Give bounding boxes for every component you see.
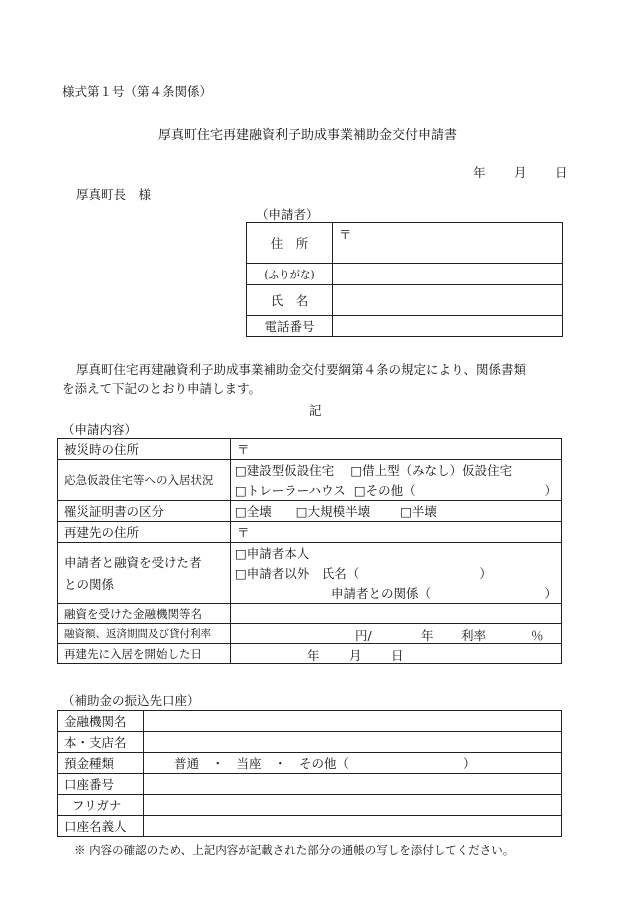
account-furigana-field[interactable] [144, 795, 562, 816]
postal-mark: 〒 [339, 227, 352, 242]
addressee: 厚真町長 様 [76, 187, 152, 202]
postal-mark: 〒 [237, 442, 250, 457]
account-bank-label: 金融機関名 [58, 711, 144, 732]
account-heading: （補助金の振込先口座） [62, 693, 200, 708]
applicant-name-field[interactable] [333, 285, 563, 316]
applicant-furigana-row [247, 264, 563, 285]
checkbox-other-person[interactable]: □申請者以外 氏名（ [235, 566, 360, 581]
account-branch-field[interactable] [144, 732, 562, 753]
loan-percent-label: ％ [531, 628, 544, 643]
disaster-address-row [58, 439, 562, 460]
applicant-address-label: 住 所 [247, 223, 333, 264]
applicant-address-row [247, 223, 563, 264]
applicant-phone-row [247, 316, 563, 337]
checkbox-total-collapse[interactable]: □全壊 [235, 504, 272, 519]
relation-options [231, 543, 562, 604]
relation-label-line1: 申請者と融資を受けた者 [64, 555, 202, 570]
disaster-address-label: 被災時の住所 [58, 439, 231, 460]
close-paren: ） [479, 566, 492, 581]
rebuild-address-label: 再建先の住所 [58, 522, 231, 543]
relation-label-line2: との関係 [64, 577, 115, 592]
checkbox-half-collapse[interactable]: □半壊 [400, 504, 437, 519]
form-number: 様式第１号（第４条関係） [62, 84, 213, 99]
movein-label: 再建先に入居を開始した日 [58, 644, 231, 664]
deposit-options-text: 普通 ・ 当座 ・ その他（ [174, 756, 350, 771]
checkbox-applicant-self[interactable]: □申請者本人 [235, 546, 310, 561]
account-deposit-options[interactable] [144, 753, 562, 774]
loan-yen-label: 円/ [355, 628, 372, 643]
temp-housing-row [58, 460, 562, 501]
account-bank-field[interactable] [144, 711, 562, 732]
account-holder-row [58, 816, 562, 837]
checkbox-other[interactable]: □その他（ [353, 483, 416, 498]
body-text-line2: を添えて下記のとおり申請します。 [62, 381, 262, 396]
checkbox-construction-type[interactable]: □建設型仮設住宅 [235, 463, 335, 478]
note-text: ※ 内容の確認のため、上記内容が記載された部分の通帳の写しを添付してください。 [74, 843, 515, 857]
account-number-field[interactable] [144, 774, 562, 795]
relation-with-applicant-label: 申請者との関係（ [331, 586, 432, 601]
applicant-table [246, 222, 563, 337]
account-number-row [58, 774, 562, 795]
applicant-phone-field[interactable] [333, 316, 563, 337]
account-branch-label: 本・支店名 [58, 732, 144, 753]
application-table [57, 438, 562, 664]
rebuild-address-field[interactable] [231, 522, 562, 543]
movein-year-label: 年 [307, 648, 320, 663]
close-paren: ） [463, 756, 476, 771]
loan-field[interactable] [231, 624, 562, 644]
applicant-name-row [247, 285, 563, 316]
rebuild-address-row [58, 522, 562, 543]
applicant-furigana-label: (ふりがな) [247, 264, 333, 285]
account-holder-field[interactable] [144, 816, 562, 837]
checkbox-trailer-house[interactable]: □トレーラーハウス [235, 483, 346, 498]
loan-rate-label: 利率 [461, 628, 487, 643]
disaster-address-field[interactable] [231, 439, 562, 460]
bank-row [58, 604, 562, 624]
movein-field[interactable] [231, 644, 562, 664]
form-title: 厚真町住宅再建融資利子助成事業補助金交付申請書 [158, 128, 458, 143]
temp-housing-options [231, 460, 562, 501]
date-day-label: 日 [555, 165, 568, 180]
account-number-label: 口座番号 [58, 774, 144, 795]
ki-label: 記 [309, 403, 322, 418]
movein-month-label: 月 [349, 648, 362, 663]
date-year-label: 年 [473, 165, 486, 180]
close-paren: ） [544, 586, 557, 601]
applicant-name-label: 氏 名 [247, 285, 333, 316]
certificate-label: 罹災証明書の区分 [58, 501, 231, 522]
postal-mark: 〒 [237, 525, 250, 540]
account-branch-row [58, 732, 562, 753]
account-holder-label: 口座名義人 [58, 816, 144, 837]
applicant-furigana-field[interactable] [333, 264, 563, 285]
applicant-address-field[interactable] [333, 223, 563, 264]
account-table [57, 710, 562, 837]
account-deposit-label: 預金種類 [58, 753, 144, 774]
account-bank-row [58, 711, 562, 732]
applicant-phone-label: 電話番号 [247, 316, 333, 337]
bank-field[interactable] [231, 604, 562, 624]
relation-label [58, 543, 231, 604]
account-deposit-row [58, 753, 562, 774]
body-text-line1: 厚真町住宅再建融資利子助成事業補助金交付要綱第４条の規定により、関係書類 [76, 362, 527, 377]
application-heading: （申請内容） [62, 422, 138, 437]
temp-housing-label: 応急仮設住宅等への入居状況 [58, 460, 231, 501]
movein-row [58, 644, 562, 664]
applicant-heading: （申請者） [256, 207, 319, 222]
certificate-options [231, 501, 562, 522]
account-furigana-row [58, 795, 562, 816]
loan-label: 融資額、返済期間及び貸付利率 [58, 624, 231, 644]
bank-label: 融資を受けた金融機関等名 [58, 604, 231, 624]
date-month-label: 月 [514, 165, 527, 180]
checkbox-leased-type[interactable]: □借上型（みなし）仮設住宅 [350, 463, 513, 478]
relation-row [58, 543, 562, 604]
certificate-row [58, 501, 562, 522]
movein-day-label: 日 [391, 648, 404, 663]
close-paren: ） [544, 483, 557, 498]
loan-row [58, 624, 562, 644]
loan-year-label: 年 [421, 628, 434, 643]
account-furigana-label: フリガナ [58, 795, 144, 816]
checkbox-large-partial-collapse[interactable]: □大規模半壊 [295, 504, 371, 519]
